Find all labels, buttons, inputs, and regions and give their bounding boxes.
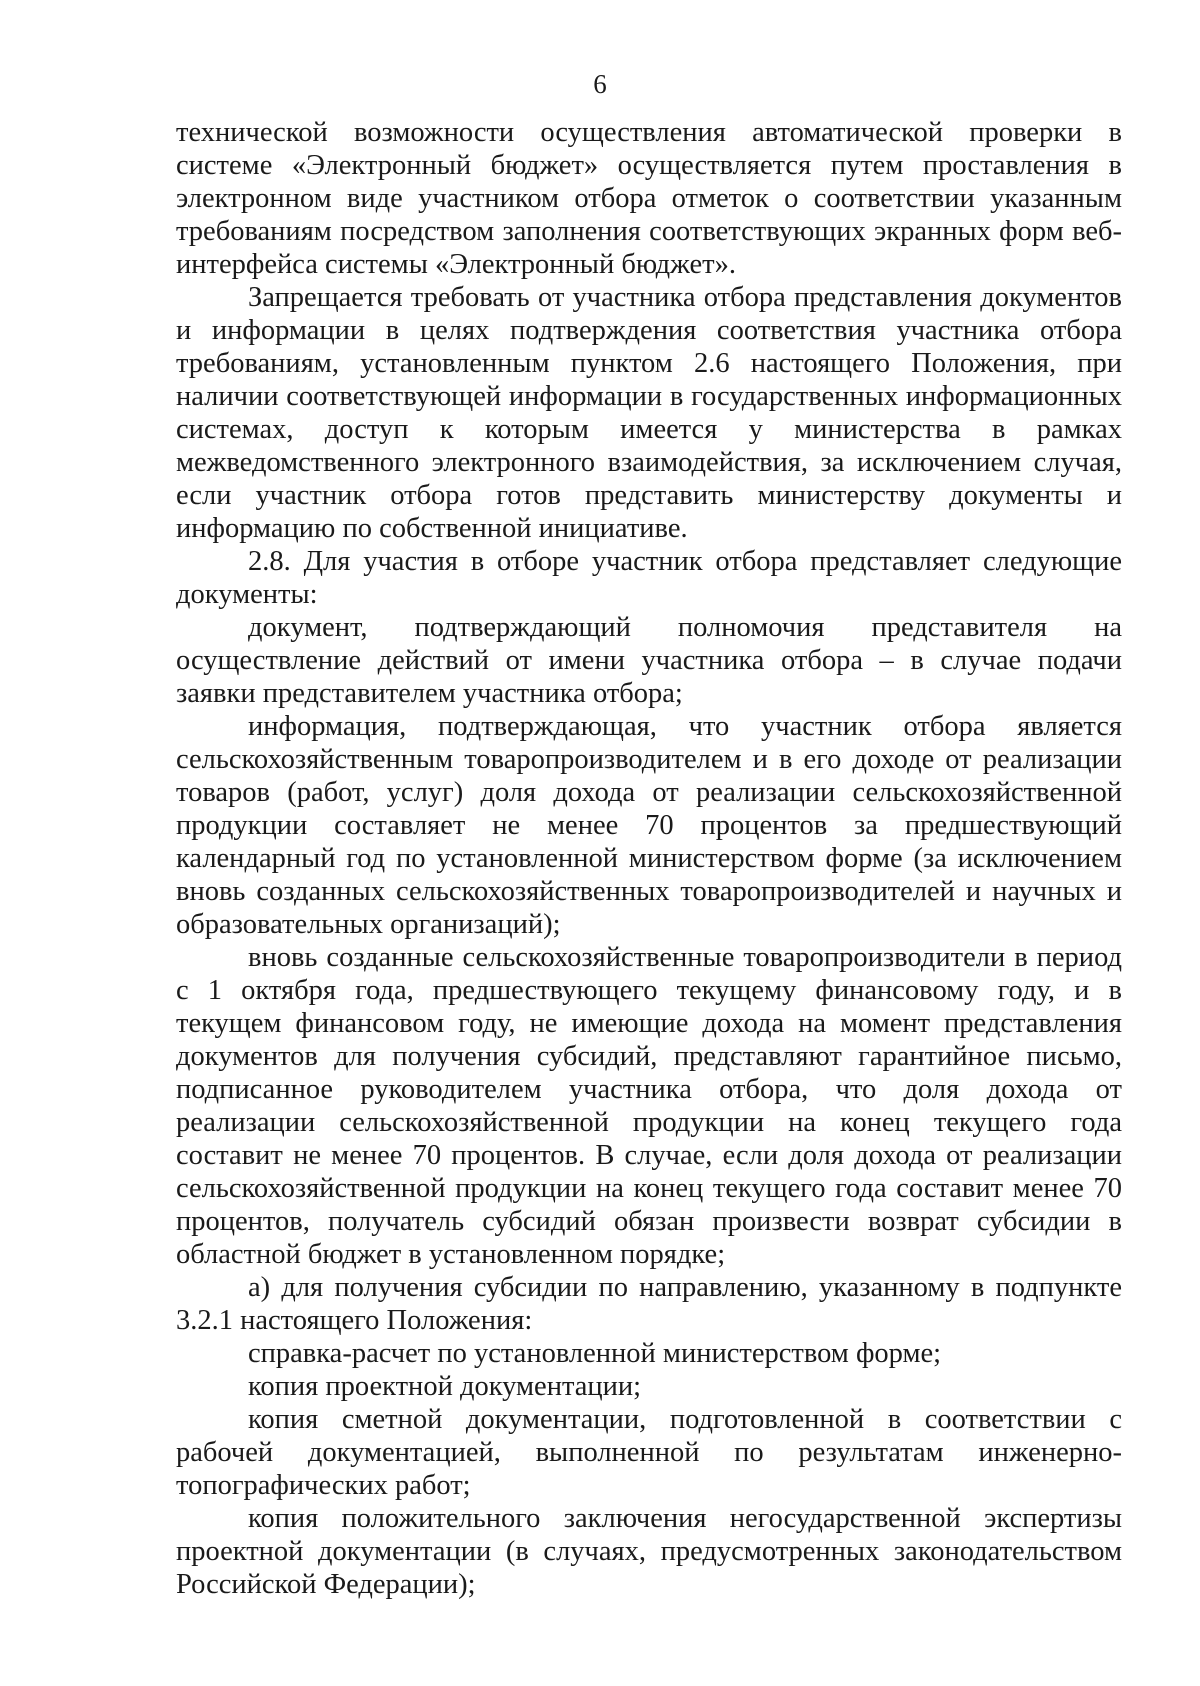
list-item-project-docs: копия проектной документации;	[248, 1371, 642, 1402]
paragraph-prohibition: Запрещается требовать от участника отбора представления документов и информации в целях подтверждения соответствия участника отбора требованиям, установленным пунктом 2.6 настоящего Положения, при наличии соответствующей информации в государственных информационных системах, доступ к которым имеется у министерства в рамках межведомственного электронного взаимодействия, за исключением случая, если участник отбора готов представить министерству документы и информацию по собственной инициативе.	[176, 282, 1122, 544]
list-item-expertise-conclusion: копия положительного заключения негосударственной экспертизы проектной документации (в случаях, предусмотренных законодательством Российской Федерации);	[176, 1503, 1122, 1600]
document-body	[176, 116, 1122, 1601]
paragraph-clause-2-8: 2.8. Для участия в отборе участник отбора представляет следующие документы:	[176, 546, 1122, 610]
paragraph-income-information: информация, подтверждающая, что участник отбора является сельскохозяйственным товаропроизводителем и в его доходе от реализации товаров (работ, услуг) доля дохода от реализации сельскохозяйственной продукции составляет не менее 70 процентов за предшествующий календарный год по установленной министерством форме (за исключением вновь созданных сельскохозяйственных товаропроизводителей и научных и образовательных организаций);	[176, 711, 1122, 940]
list-item-estimate-docs: копия сметной документации, подготовленной в соответствии с рабочей документацией, выполненной по результатам инженерно-топографических работ;	[176, 1404, 1122, 1501]
paragraph-new-producers: вновь созданные сельскохозяйственные товаропроизводители в период с 1 октября года, предшествующего текущему финансовому году, и в текущем финансовом году, не имеющие дохода на момент представления документов для получения субсидий, представляют гарантийное письмо, подписанное руководителем участника отбора, что доля дохода от реализации сельскохозяйственной продукции на конец текущего года составит не менее 70 процентов. В случае, если доля дохода от реализации сельскохозяйственной продукции на конец текущего года составит менее 70 процентов, получатель субсидий обязан произвести возврат субсидии в областной бюджет в установленном порядке;	[176, 942, 1122, 1270]
paragraph-continuation: технической возможности осуществления автоматической проверки в системе «Электронный бюджет» осуществляется путем проставления в электронном виде участником отбора отметок о соответствии указанным требованиям посредством заполнения соответствующих экранных форм веб-интерфейса системы «Электронный бюджет».	[176, 117, 1122, 280]
page-number: 6	[593, 69, 607, 99]
paragraph-subsection-a: а) для получения субсидии по направлению, указанному в подпункте 3.2.1 настоящего Положения:	[176, 1272, 1122, 1336]
paragraph-authority-document: документ, подтверждающий полномочия представителя на осуществление действий от имени участника отбора – в случае подачи заявки представителем участника отбора;	[176, 612, 1122, 709]
list-item-calculation: справка-расчет по установленной министерством форме;	[248, 1338, 942, 1369]
